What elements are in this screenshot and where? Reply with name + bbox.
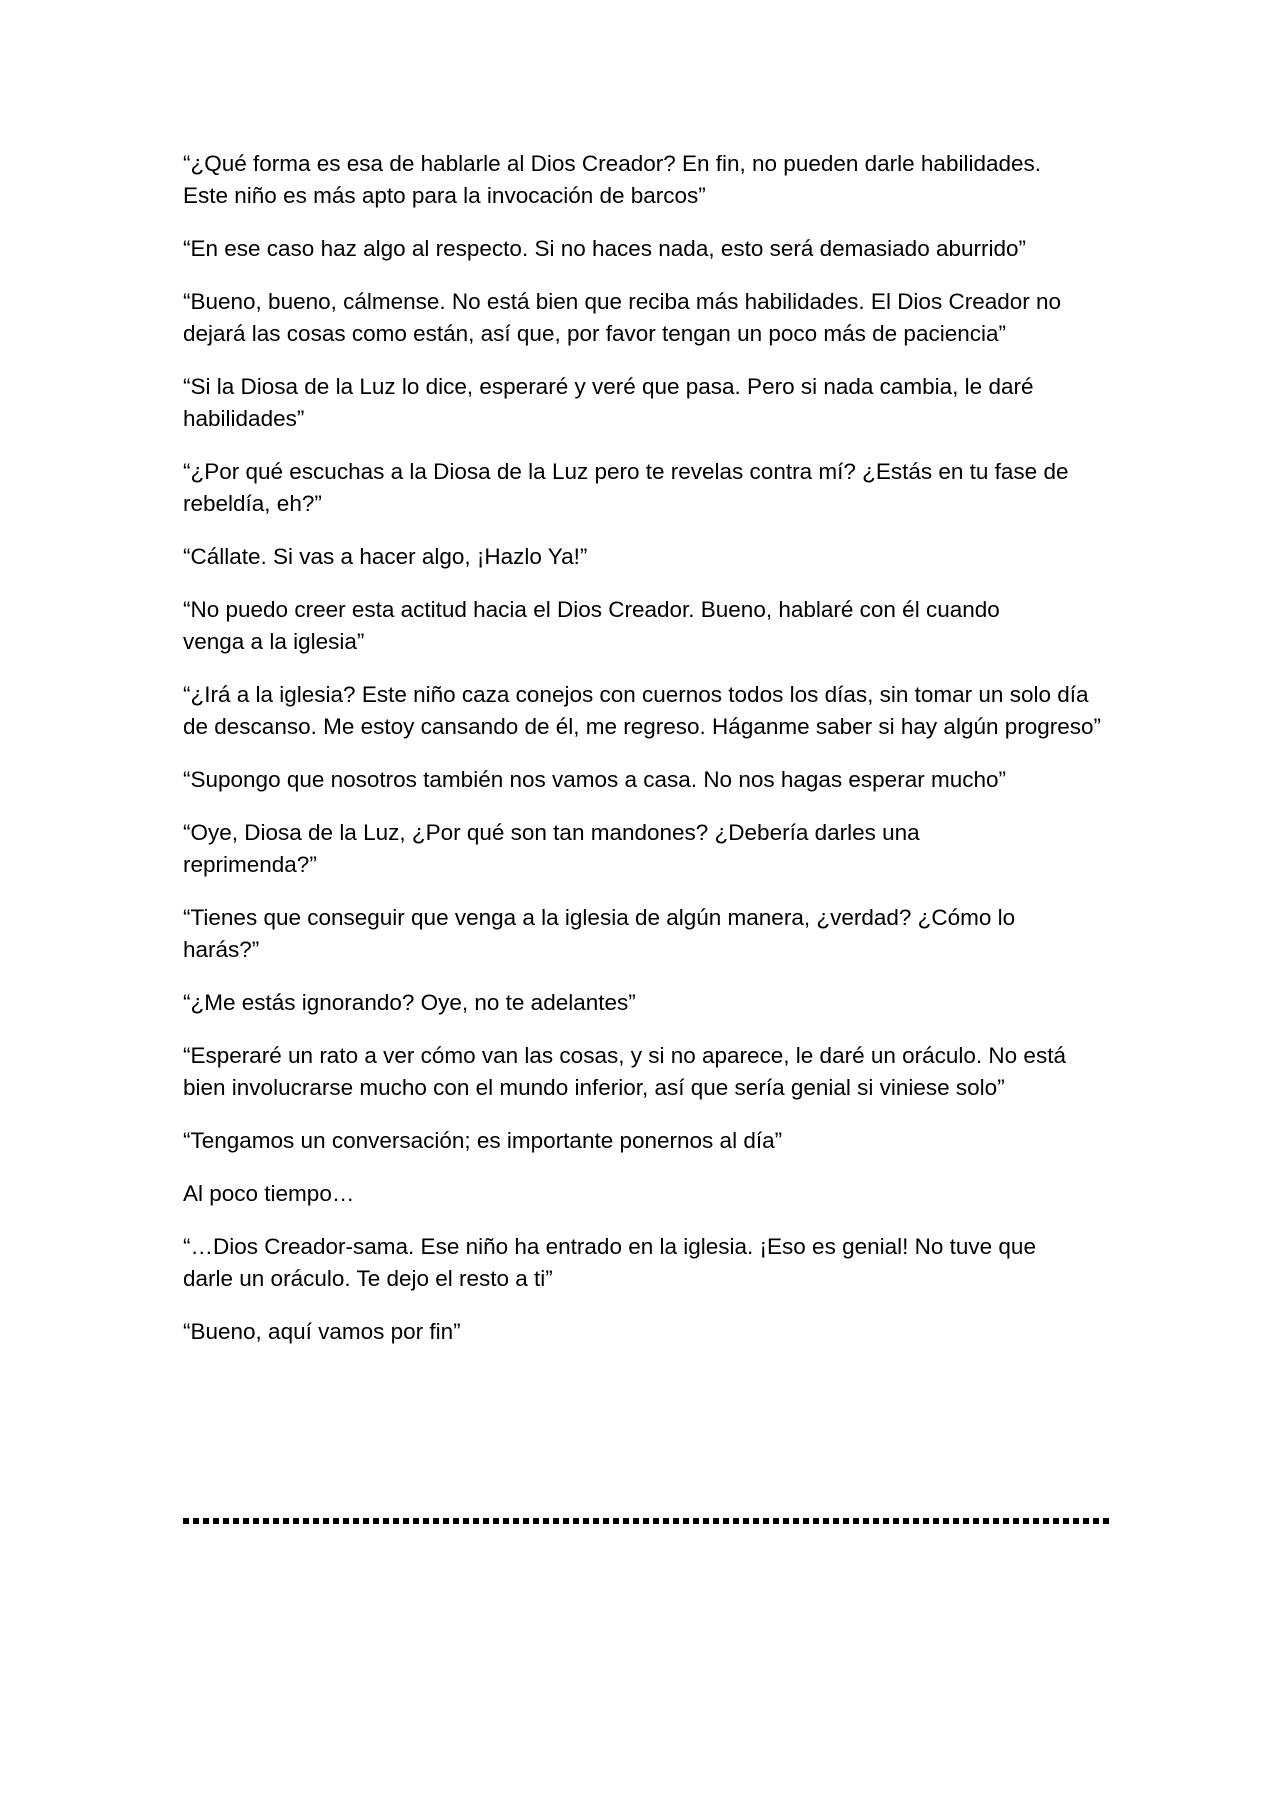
paragraph: “En ese caso haz algo al respecto. Si no haces nada, esto será demasiado aburrido” <box>183 236 1027 261</box>
paragraph: “¿Irá a la iglesia? Este niño caza conejos con cuernos todos los días, sin tomar un solo día de descanso. Me estoy cansando de él, me regreso. Háganme saber si hay algún progreso” <box>183 682 1102 739</box>
paragraph: “Bueno, aquí vamos por fin” <box>183 1319 461 1344</box>
paragraph: “¿Me estás ignorando? Oye, no te adelantes” <box>183 990 636 1015</box>
paragraph: “Esperaré un rato a ver cómo van las cosas, y si no aparece, le daré un oráculo. No está bien involucrarse mucho con el mundo inferior, así que sería genial si viniese solo” <box>183 1043 1066 1100</box>
paragraph: “…Dios Creador-sama. Ese niño ha entrado en la iglesia. ¡Eso es genial! No tuve que darle un oráculo. Te dejo el resto a ti” <box>183 1234 1036 1291</box>
paragraph: “No puedo creer esta actitud hacia el Dios Creador. Bueno, hablaré con él cuando venga a la iglesia” <box>183 597 1000 654</box>
paragraph: “Tienes que conseguir que venga a la iglesia de algún manera, ¿verdad? ¿Cómo lo harás?” <box>183 905 1016 962</box>
dotted-separator <box>183 1518 1111 1524</box>
paragraph: “Cállate. Si vas a hacer algo, ¡Hazlo Ya!” <box>183 544 588 569</box>
paragraph: “Tengamos un conversación; es importante ponernos al día” <box>183 1128 783 1153</box>
paragraph: “Si la Diosa de la Luz lo dice, esperaré y veré que pasa. Pero si nada cambia, le daré habilidades” <box>183 374 1034 431</box>
paragraph: “Supongo que nosotros también nos vamos a casa. No nos hagas esperar mucho” <box>183 767 1006 792</box>
document-body <box>183 148 1113 1369</box>
paragraph: “¿Por qué escuchas a la Diosa de la Luz pero te revelas contra mí? ¿Estás en tu fase de rebeldía, eh?” <box>183 459 1069 516</box>
paragraph: “Oye, Diosa de la Luz, ¿Por qué son tan mandones? ¿Debería darles una reprimenda?” <box>183 820 920 877</box>
paragraph: Al poco tiempo… <box>183 1181 355 1206</box>
paragraph: “Bueno, bueno, cálmense. No está bien que reciba más habilidades. El Dios Creador no dejará las cosas como están, así que, por favor tengan un poco más de paciencia” <box>183 289 1062 346</box>
paragraph: “¿Qué forma es esa de hablarle al Dios Creador? En fin, no pueden darle habilidades. Este niño es más apto para la invocación de barcos” <box>183 151 1042 208</box>
